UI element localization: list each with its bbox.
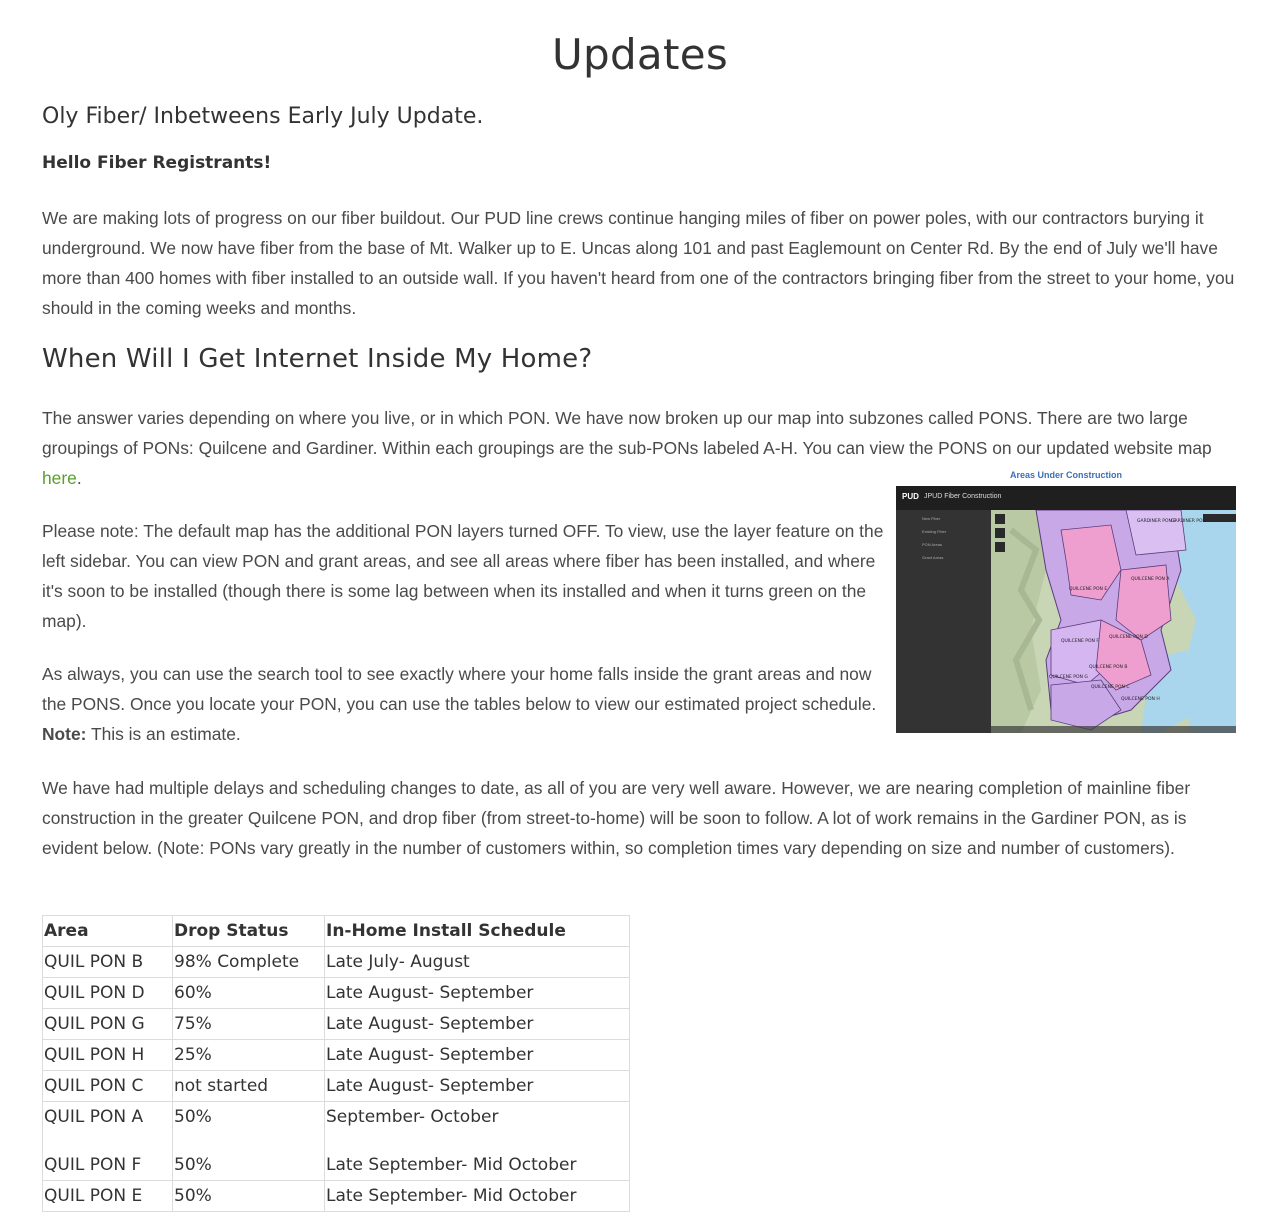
area-cell: QUIL PON E [43, 1181, 173, 1212]
pon-label: QUILCENE PON B [1089, 665, 1128, 670]
pon-label: QUILCENE PON D [1109, 635, 1148, 640]
layer-item: PON Areas [922, 542, 943, 547]
delays-paragraph: We have had multiple delays and scheduling changes to date, as all of you are very well aware. However, we are nearing completion of mainline fiber construction in the greater Quilcene PON, and drop fiber (from street-to-home) will be soon to follow. A lot of work remains in the Gardiner PON, as is evident below. (Note: PONs vary greatly in the number of customers within, so completion times vary depending on size and number of customers). [42, 778, 1191, 858]
map-app-title: JPUD Fiber Construction [924, 493, 1002, 500]
drop-status-cell: 25% [173, 1040, 325, 1071]
install-schedule-cell: Late August- September [325, 978, 630, 1009]
layer-item: Existing Fiber [922, 529, 947, 534]
search-paragraph [42, 659, 897, 749]
map-app-header [896, 486, 1236, 510]
layer-item: New Fiber [922, 516, 941, 521]
map-canvas [991, 510, 1236, 733]
drop-status-cell: not started [173, 1071, 325, 1102]
install-schedule-cell: Late August- September [325, 1040, 630, 1071]
pon-label: GARDINER PON E [1137, 519, 1177, 524]
column-header-area: Area [43, 916, 173, 947]
greeting: Hello Fiber Registrants! [42, 153, 272, 173]
pon-label: QUILCENE PON C [1091, 685, 1130, 690]
install-schedule-value: Late September- Mid October [326, 1155, 577, 1175]
install-schedule-cell: Late August- September [325, 1009, 630, 1040]
layer-item: Grant Areas [922, 555, 944, 560]
install-schedule-table [42, 915, 630, 1212]
area-cell: QUIL PON G [43, 1009, 173, 1040]
install-schedule-cell [325, 1102, 630, 1181]
table-row [43, 978, 630, 1009]
pon-label: QUILCENE PON G [1049, 675, 1088, 680]
drop-status-cell [173, 1102, 325, 1181]
drop-status-cell: 98% Complete [173, 947, 325, 978]
table-row [43, 1102, 630, 1181]
area-cell: QUIL PON D [43, 978, 173, 1009]
area-value: QUIL PON F [44, 1155, 142, 1175]
install-schedule-cell: Late July- August [325, 947, 630, 978]
note-text: This is an estimate. [86, 724, 241, 744]
search-text: As always, you can use the search tool to see exactly where your home falls inside the grant areas and now the PONS. Once you locate your PON, you can use the tables below to view our estimated project schedule. [42, 664, 877, 714]
note-label: Note: [42, 724, 87, 744]
table-row [43, 1040, 630, 1071]
drop-status-value: 50% [174, 1107, 212, 1127]
table-row [43, 1181, 630, 1212]
pon-label: GARDINER PON F [1171, 519, 1210, 524]
column-header-install-schedule: In-Home Install Schedule [325, 916, 630, 947]
area-cell: QUIL PON H [43, 1040, 173, 1071]
pon-label: QUILCENE PON E [1069, 587, 1108, 592]
pud-logo: PUD [902, 492, 919, 501]
map-layer-sidebar [896, 510, 991, 733]
page-title: Updates [551, 30, 729, 79]
install-schedule-cell: Late September- Mid October [325, 1181, 630, 1212]
map-caption: Areas Under Construction [1009, 470, 1123, 480]
map-app-window [896, 486, 1236, 733]
section-heading: When Will I Get Internet Inside My Home? [42, 344, 593, 374]
install-schedule-cell: Late August- September [325, 1071, 630, 1102]
intro-paragraph: We are making lots of progress on our fiber buildout. Our PUD line crews continue hanging miles of fiber on power poles, with our contractors burying it underground. We now have fiber from the base of Mt. Walker up to E. Uncas along 101 and past Eaglemount on Center Rd. By the end of July we'll have more than 400 homes with fiber installed to an outside wall. If you haven't heard from one of the contractors bringing fiber from the street to your home, you should in the coming weeks and months. [42, 208, 1235, 318]
table-row [43, 1071, 630, 1102]
column-header-drop-status: Drop Status [173, 916, 325, 947]
table-header-row [43, 916, 630, 947]
note-paragraph: Please note: The default map has the additional PON layers turned OFF. To view, use the layer feature on the left sidebar. You can view PON and grant areas, and see all areas where fiber has been installed, and where it's soon to be installed (though there is some lag between when its installed and when it turns green on the map). [42, 521, 884, 631]
pon-label: QUILCENE PON F [1061, 639, 1099, 644]
area-cell: QUIL PON B [43, 947, 173, 978]
drop-status-cell: 50% [173, 1181, 325, 1212]
area-cell: QUIL PON C [43, 1071, 173, 1102]
table-row [43, 947, 630, 978]
drop-status-cell: 60% [173, 978, 325, 1009]
answer-end: . [76, 468, 82, 488]
update-subtitle: Oly Fiber/ Inbetweens Early July Update. [42, 104, 484, 129]
drop-status-cell: 75% [173, 1009, 325, 1040]
area-value: QUIL PON A [44, 1107, 144, 1127]
pon-label: QUILCENE PON H [1121, 697, 1160, 702]
map-link[interactable]: here [42, 468, 77, 488]
area-cell [43, 1102, 173, 1181]
install-schedule-value: September- October [326, 1107, 499, 1127]
map-screenshot[interactable] [896, 466, 1236, 734]
drop-status-value: 50% [174, 1155, 212, 1175]
pon-label: QUILCENE PON A [1131, 577, 1170, 582]
answer-text: The answer varies depending on where you live, or in which PON. We have now broken up our map into subzones called PONS. There are two large groupings of PONs: Quilcene and Gardiner. Within each groupings are the sub-PONs labeled A-H. You can view the PONS on our updated website map [42, 408, 1212, 458]
table-row [43, 1009, 630, 1040]
